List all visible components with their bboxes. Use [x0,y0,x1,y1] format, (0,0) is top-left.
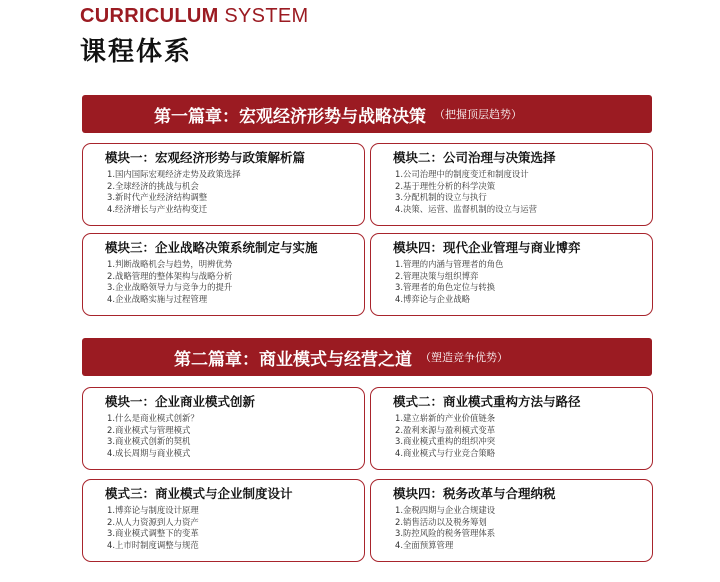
module-card [82,387,365,470]
module-title: 模式三：商业模式与企业制度设计 [105,486,293,501]
module-item-list [393,505,642,551]
list-item: 3.企业战略领导力与竞争力的提升 [107,282,233,293]
list-item: 3.防控风险的税务管理体系 [395,528,496,539]
header-en-light: SYSTEM [218,5,309,27]
section-subtitle: （塑造竞争优势） [420,351,508,364]
header-en-bold: CURRICULUM [80,5,219,27]
list-item: 4.上市时制度调整与规范 [107,539,199,550]
list-item: 1.公司治理中的制度变迁和制度设计 [395,169,529,179]
section-banner-1 [82,95,652,133]
list-item: 3.分配机制的设立与执行 [395,192,487,203]
list-item: 1.什么是商业模式创新？ [107,413,199,423]
module-title: 模块一：企业商业模式创新 [105,394,256,409]
list-item: 1.博弈论与制度设计原理 [107,505,199,515]
list-item: 2.商业模式与管理模式 [107,424,191,435]
list-item: 4.经济增长与产业结构变迁 [107,203,208,214]
list-item: 3.商业模式创新的契机 [107,436,191,447]
module-title: 模块四：现代企业管理与商业博弈 [393,240,581,255]
module-item-list [393,413,642,459]
module-title: 模块四：税务改革与合理纳税 [393,486,556,501]
list-item: 4.决策、运营、监督机制的设立与运营 [395,203,537,214]
section-title: 第二篇章：商业模式与经营之道 [174,349,412,370]
module-title: 模式二：商业模式重构方法与路径 [393,394,581,409]
list-item: 1.建立崭新的产业价值链条 [395,413,496,423]
list-item: 2.管理决策与组织博弈 [395,270,479,281]
page-title: 课程体系 [80,37,193,67]
header-en-title [80,4,308,28]
list-item: 2.从人力资源到人力资产 [107,516,199,527]
module-card [82,479,365,562]
list-item: 1.判断战略机会与趋势，明辨优势 [107,259,233,269]
list-item: 3.管理者的角色定位与转换 [395,282,496,293]
list-item: 4.博弈论与企业战略 [395,293,470,304]
module-item-list [393,169,642,215]
list-item: 4.全面预算管理 [395,539,454,550]
module-card [82,143,365,226]
list-item: 4.企业战略实施与过程管理 [107,293,208,304]
list-item: 3.新时代产业经济结构调整 [107,192,208,203]
list-item: 2.全球经济的挑战与机会 [107,180,199,191]
list-item: 3.商业模式调整下的变革 [107,528,199,539]
module-card [370,143,653,226]
module-title: 模块三：企业战略决策系统制定与实施 [105,240,318,255]
module-card [370,233,653,316]
list-item: 1.金税四期与企业合规建设 [395,505,496,515]
module-item-list [105,413,354,459]
list-item: 4.商业模式与行业竞合策略 [395,447,496,458]
list-item: 4.成长周期与商业模式 [107,447,191,458]
module-item-list [105,169,354,215]
module-card [370,479,653,562]
module-card [370,387,653,470]
module-item-list [393,259,642,305]
module-item-list [105,259,354,305]
list-item: 2.基于理性分析的科学决策 [395,180,496,191]
list-item: 1.管理的内涵与管理者的角色 [395,259,504,269]
list-item: 1.国内国际宏观经济走势及政策选择 [107,169,241,179]
list-item: 2.战略管理的整体架构与战略分析 [107,270,233,281]
section-subtitle: （把握顶层趋势） [434,108,522,121]
list-item: 3.商业模式重构的组织冲突 [395,436,496,447]
list-item: 2.销售活动以及税务筹划 [395,516,487,527]
module-card [82,233,365,316]
list-item: 2.盈利来源与盈利模式变革 [395,424,496,435]
module-title: 模块二：公司治理与决策选择 [393,150,556,165]
module-title: 模块一：宏观经济形势与政策解析篇 [105,150,306,165]
section-banner-2 [82,338,652,376]
section-title: 第一篇章：宏观经济形势与战略决策 [154,106,426,127]
module-item-list [105,505,354,551]
